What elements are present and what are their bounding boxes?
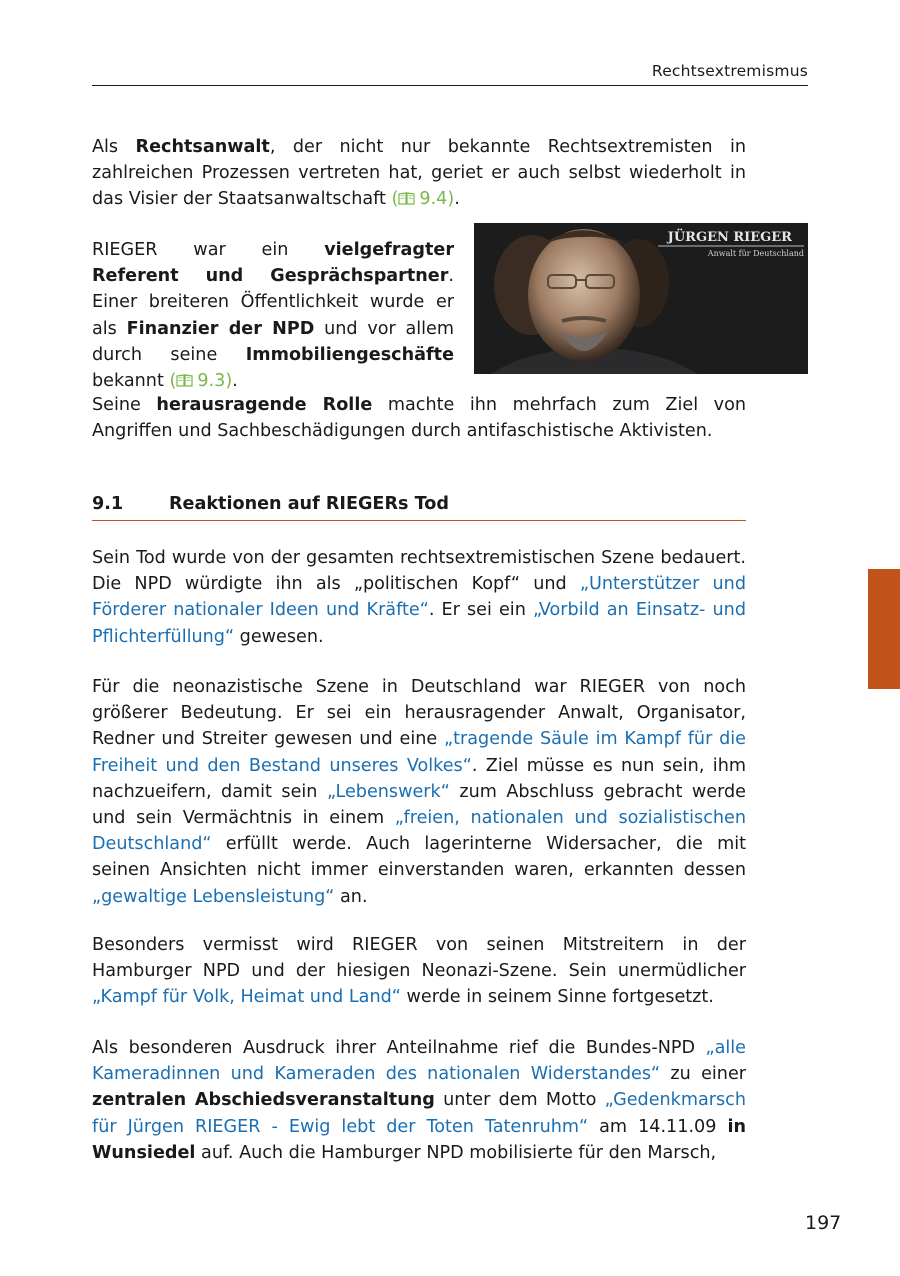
chapter-thumb-tab <box>868 569 900 689</box>
page-number: 197 <box>805 1212 842 1234</box>
paragraph-hamburger-npd: Besonders vermisst wird RIEGER von seinen Mitstreitern in der Hamburger NPD und der hiesigen Neonazi-Szene. Sein unermüdlicher „Kampf für Volk, Heimat und Land“ werde in seinem Sinne fortgesetzt. <box>92 935 746 1008</box>
section-number: 9.1 <box>92 494 124 514</box>
paragraph-gedenkmarsch: Als besonderen Ausdruck ihrer Anteilnahme rief die Bundes-NPD „alle Kameradinnen und Kameraden des nationalen Widerstandes“ zu einer zentralen Abschiedsveranstaltung unter dem Motto „Gedenkmarsch für Jürgen RIEGER - Ewig lebt der Toten Tatenruhm“ am 14.11.09 in Wunsiedel auf. Auch die Hamburger NPD mobilisierte für den Marsch, <box>92 1038 746 1163</box>
section-heading <box>92 493 746 521</box>
paragraph-rolle: Seine herausragende Rolle machte ihn mehrfach zum Ziel von Angriffen und Sachbeschädigungen durch antifaschistische Aktivisten. <box>92 395 746 442</box>
paragraph-neonazistische-szene: Für die neonazistische Szene in Deutschland war RIEGER von noch größerer Bedeutung. Er sei ein herausragender Anwalt, Organisator, Redner und Streiter gewesen und eine „tragende Säule im Kampf für die Freiheit und den Bestand unseres Volkes“. Ziel müsse es nun sein, ihm nachzueifern, damit sein „Lebenswerk“ zum Abschluss gebracht werde und sein Vermächtnis in einem „freien, nationalen und sozialistischen Deutschland“ erfüllt werde. Auch lagerinterne Widersacher, die mit seinen Ansichten nicht immer einverstanden waren, erkannten dessen „gewaltige Lebensleistung“ an. <box>92 677 746 907</box>
book-icon <box>176 374 193 387</box>
photo-caption-subtitle: Anwalt für Deutschland <box>707 249 804 258</box>
running-header <box>92 58 808 86</box>
cross-reference-9-3[interactable]: ( 9.3) <box>169 371 233 392</box>
portrait-illustration <box>474 223 808 374</box>
portrait-photo <box>474 223 808 374</box>
book-icon <box>398 192 415 205</box>
section-title: Reaktionen auf RIEGERs Tod <box>169 494 449 514</box>
paragraph-tod: Sein Tod wurde von der gesamten rechtsextremistischen Szene bedauert. Die NPD würdigte ihn als „politischen Kopf“ und „Unterstützer und Förderer nationaler Ideen und Kräfte“. Er sei ein „Vorbild an Einsatz- und Pflichterfüllung“ gewesen. <box>92 548 746 647</box>
photo-caption-name: JÜRGEN RIEGER <box>667 230 792 245</box>
paragraph-rechtsanwalt: Als Rechtsanwalt, der nicht nur bekannte Rechtsextremisten in zahlreichen Prozessen vertreten hat, geriet er auch selbst wiederholt in das Visier der Staatsanwaltschaft ( 9.4). <box>92 137 746 210</box>
paragraph-referent: RIEGER war ein vielgefragter Referent und Gesprächspartner. Einer breiteren Öffentlichkeit wurde er als Finanzier der NPD und vor allem durch seine Immobiliengeschäfte bekannt ( 9.3). <box>92 240 454 392</box>
cross-reference-9-4[interactable]: ( 9.4) <box>391 189 455 210</box>
running-title: Rechtsextremismus <box>651 62 808 80</box>
